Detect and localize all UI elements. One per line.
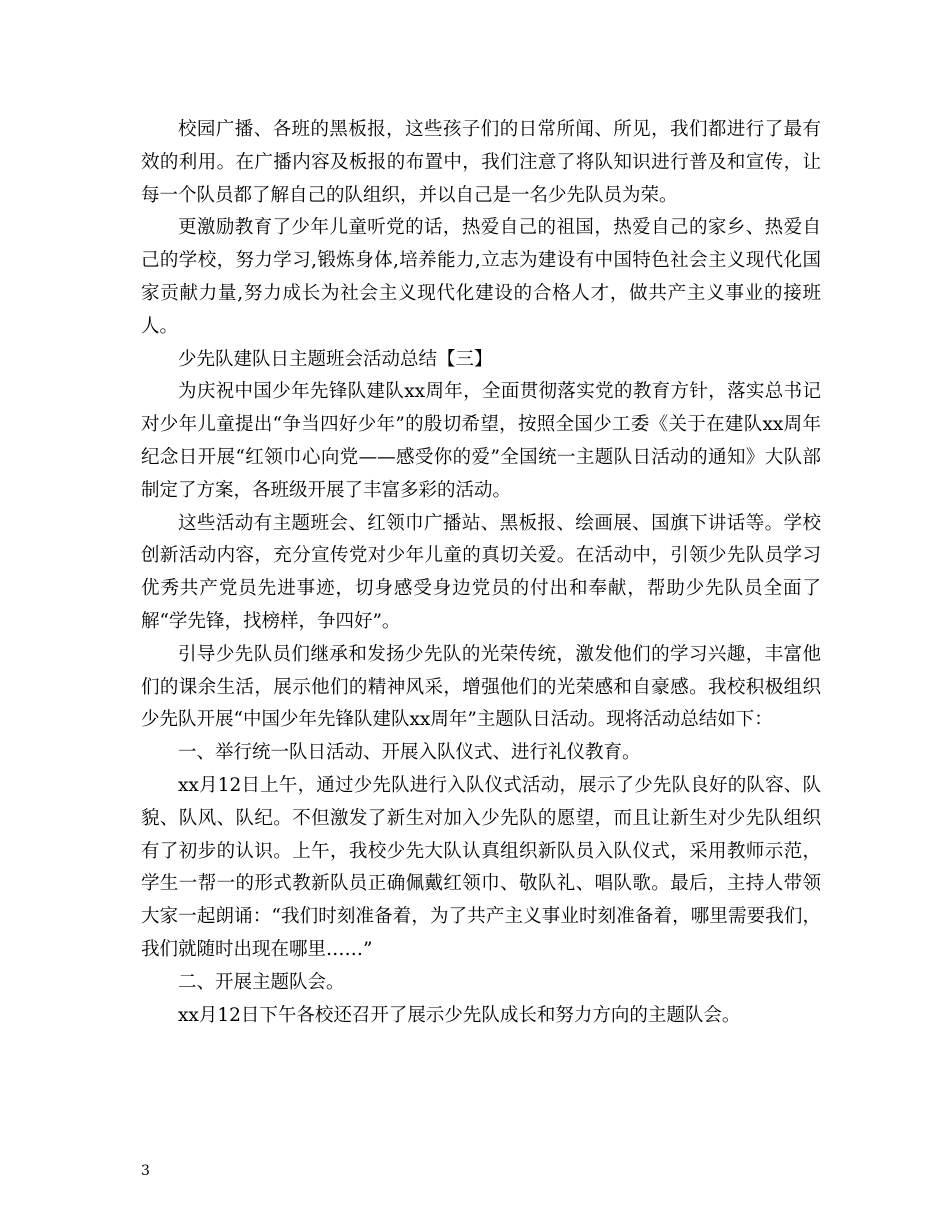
paragraph-10: xx月12日下午各校还召开了展示少先队成长和努力方向的主题队会。 [178,1004,741,1026]
document-body [141,114,821,1032]
paragraph-4: 为庆祝中国少年先锋队建队xx周年，全面贯彻落实党的教育方针，落实总书记对少年儿童提出“争当四好少年”的殷切希望，按照全国少工委《关于在建队xx周年纪念日开展“红领巾心向党——感受你的爱”全国统一主题队日活动的通知》大队部制定了方案，各班级开展了丰富多彩的活动。 [141,381,821,501]
paragraph-6: 引导少先队员们继承和发扬少先队的光荣传统，激发他们的学习兴趣，丰富他们的课余生活，展示他们的精神风采，增强他们的光荣感和自豪感。我校积极组织少先队开展“中国少年先锋队建队xx周年”主题队日活动。现将活动总结如下： [141,643,821,731]
page-number: 3 [141,1163,150,1179]
paragraph-5: 这些活动有主题班会、红领巾广播站、黑板报、绘画展、国旗下讲话等。学校创新活动内容，充分宣传党对少年儿童的真切关爱。在活动中，引领少先队员学习优秀共产党员先进事迹，切身感受身边党员的付出和奉献，帮助少先队员全面了解“学先锋，找榜样，争四好”。 [141,512,821,632]
section-heading-3: 少先队建队日主题班会活动总结【三】 [178,348,493,370]
section-heading-1: 一、举行统一队日活动、开展入队仪式、进行礼仪教育。 [178,742,641,764]
paragraph-1: 校园广播、各班的黑板报，这些孩子们的日常所闻、所见，我们都进行了最有效的利用。在广播内容及板报的布置中，我们注意了将队知识进行普及和宣传，让每一个队员都了解自己的队组织，并以自己是一名少先队员为荣。 [141,119,821,206]
paragraph-2: 更激励教育了少年儿童听党的话，热爱自己的祖国，热爱自己的家乡、热爱自己的学校，努力学习,锻炼身体,培养能力,立志为建设有中国特色社会主义现代化国家贡献力量,努力成长为社会主义现代化建设的合格人才，做共产主义事业的接班人。 [141,217,821,337]
paragraph-8: xx月12日上午，通过少先队进行入队仪式活动，展示了少先队良好的队容、队貌、队风、队纪。不但激发了新生对加入少先队的愿望，而且让新生对少先队组织有了初步的认识。上午，我校少先大队认真组织新队员入队仪式，采用教师示范，学生一帮一的形式教新队员正确佩戴红领巾、敬队礼、唱队歌。最后，主持人带领大家一起朗诵：“我们时刻准备着，为了共产主义事业时刻准备着，哪里需要我们，我们就随时出现在哪里……” [141,774,821,960]
section-heading-2: 二、开展主题队会。 [178,971,345,993]
